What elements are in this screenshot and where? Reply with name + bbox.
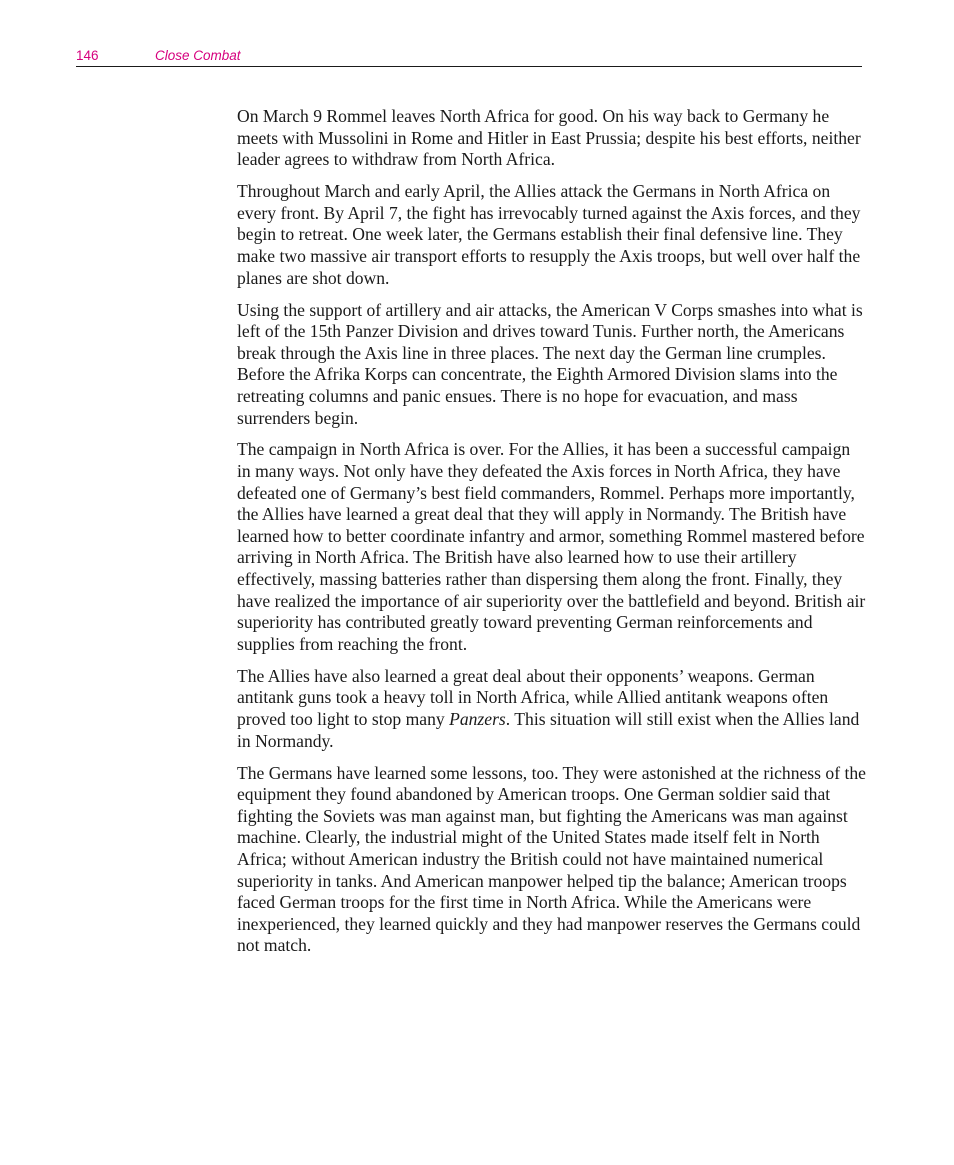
paragraph-text: . This situation will still exist when the Allies land in Normandy. bbox=[237, 709, 860, 751]
running-header bbox=[76, 46, 862, 67]
running-title: Close Combat bbox=[155, 48, 241, 63]
page-number: 146 bbox=[76, 48, 99, 63]
body-text bbox=[237, 106, 866, 967]
paragraph: On March 9 Rommel leaves North Africa for good. On his way back to Germany he meets with Mussolini in Rome and Hitler in East Prussia; despite his best efforts, neither leader agrees to withdraw from North Africa. bbox=[237, 106, 861, 170]
paragraph: The Germans have learned some lessons, too. They were astonished at the richness of the equipment they found abandoned by American troops. One German soldier said that fighting the Soviets was man against man, but fighting the Americans was man against machine. Clearly, the industrial might of the United States made itself felt in North Africa; without American industry the British could not have maintained numerical superiority in tanks. And American manpower helped tip the balance; American troops faced German troops for the first time in North Africa. While the Americans were inexperienced, they learned quickly and they had manpower reserves the Germans could not match. bbox=[237, 762, 866, 956]
paragraph: Throughout March and early April, the Allies attack the Germans in North Africa on every front. By April 7, the fight has irrevocably turned against the Axis forces, and they begin to retreat. One week later, the Germans establish their final defensive line. They make two massive air transport efforts to resupply the Axis troops, but well over half the planes are shot down. bbox=[237, 181, 861, 288]
paragraph bbox=[237, 666, 866, 752]
paragraph-text: The Allies have also learned a great deal about their opponents’ weapons. German antitank guns took a heavy toll in North Africa, while Allied antitank weapons often proved too light to stop many bbox=[237, 665, 829, 729]
paragraph: The campaign in North Africa is over. For the Allies, it has been a successful campaign in many ways. Not only have they defeated the Axis forces in North Africa, they have defeated one of Germany’s best field commanders, Rommel. Perhaps more importantly, the Allies have learned a great deal that they will apply in Normandy. The British have learned how to better coordinate infantry and armor, something Rommel mastered before arriving in North Africa. The British have also learned how to use their artillery effectively, massing batteries rather than dispersing them along the front. Finally, they have realized the importance of air superiority over the battlefield and beyond. British air superiority has contributed greatly toward preventing German reinforcements and supplies from reaching the front. bbox=[237, 439, 866, 654]
emphasis-text: Panzers bbox=[449, 709, 506, 729]
paragraph: Using the support of artillery and air attacks, the American V Corps smashes into what is left of the 15th Panzer Division and drives toward Tunis. Further north, the Americans break through the Axis line in three places. The next day the German line crumples. Before the Afrika Korps can concentrate, the Eighth Armored Division slams into the retreating columns and panic ensues. There is no hope for evacuation, and mass surrenders begin. bbox=[237, 299, 863, 428]
